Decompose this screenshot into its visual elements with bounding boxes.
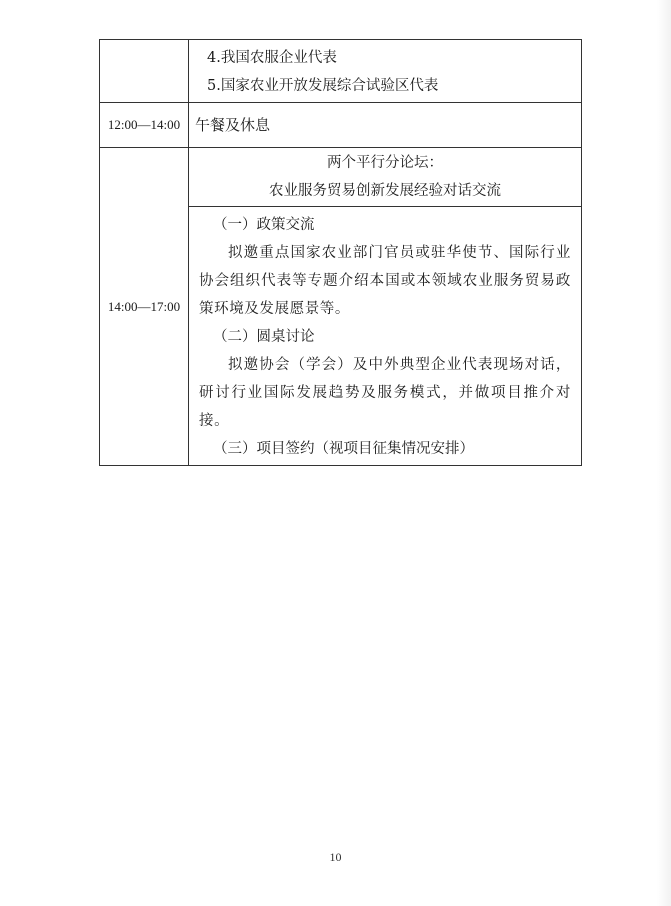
section-heading-signing: （三）项目签约（视项目征集情况安排） bbox=[213, 441, 474, 457]
page-number: 10 bbox=[329, 850, 342, 864]
time-cell-afternoon: 14:00—17:00 bbox=[100, 148, 189, 466]
time-cell-lunch: 12:00—14:00 bbox=[100, 103, 189, 148]
forum-title-line2: 农业服务贸易创新发展经验对话交流 bbox=[269, 183, 501, 199]
time-cell-empty bbox=[100, 40, 189, 103]
delegate-item-5: 5.国家农业开放发展综合试验区代表 bbox=[207, 78, 439, 94]
section-body-roundtable: 拟邀协会（学会）及中外典型企业代表现场对话，研讨行业国际发展趋势及服务模式，并做项目推介对接。 bbox=[199, 357, 571, 429]
section-body-policy: 拟邀重点国家农业部门官员或驻华使节、国际行业协会组织代表等专题介绍本国或本领域农业服务贸易政策环境及发展愿景等。 bbox=[199, 245, 571, 317]
section-heading-policy: （一）政策交流 bbox=[213, 217, 315, 233]
agenda-table bbox=[99, 39, 582, 466]
section-heading-roundtable: （二）圆桌讨论 bbox=[213, 329, 315, 345]
lunch-cell bbox=[189, 103, 582, 148]
agenda-row-forum-title bbox=[100, 148, 582, 207]
forum-title-line1: 两个平行分论坛： bbox=[327, 155, 443, 171]
forum-title-cell bbox=[189, 148, 582, 207]
sessions-cell bbox=[189, 207, 582, 466]
page-edge-shadow bbox=[657, 0, 671, 906]
agenda-row-delegates bbox=[100, 40, 582, 103]
delegates-cell bbox=[189, 40, 582, 103]
lunch-text: 午餐及休息 bbox=[195, 116, 271, 134]
delegate-item-4: 4.我国农服企业代表 bbox=[207, 50, 337, 66]
agenda-row-lunch bbox=[100, 103, 582, 148]
